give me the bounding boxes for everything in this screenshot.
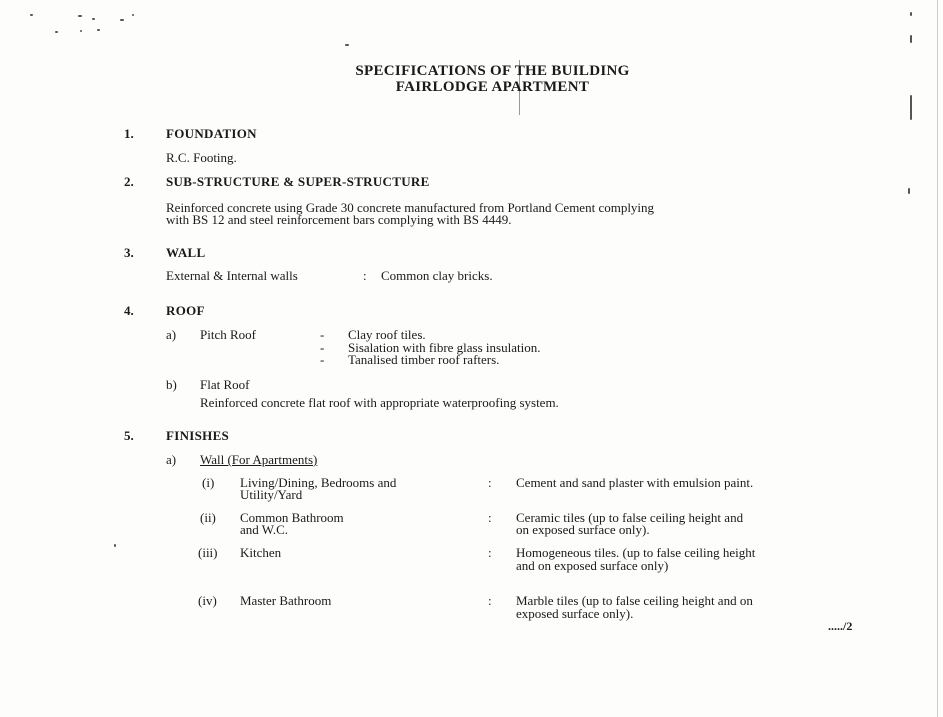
list-dash: - <box>320 340 325 355</box>
section-number: 5. <box>124 428 134 443</box>
finish-item-colon: : <box>488 593 492 608</box>
scan-speck <box>345 44 349 46</box>
pitch-roof-item: Sisalation with fibre glass insulation. <box>348 340 541 355</box>
finish-item-label: Living/Dining, Bedrooms and <box>240 475 397 490</box>
scan-speck <box>114 544 116 547</box>
wall-value: Common clay bricks. <box>381 268 493 283</box>
section-number: 1. <box>124 126 134 141</box>
wall-colon: : <box>363 268 367 283</box>
section-number: 3. <box>124 245 134 260</box>
flat-roof-label: Flat Roof <box>200 377 250 392</box>
scan-speck <box>910 95 912 120</box>
section-heading-finishes: FINISHES <box>166 428 230 443</box>
structure-text-line1: Reinforced concrete using Grade 30 concrete manufactured from Portland Cement complying <box>166 200 655 215</box>
section-number: 4. <box>124 303 134 318</box>
section-heading-roof: ROOF <box>166 303 205 318</box>
finish-item-label: and W.C. <box>240 522 289 537</box>
scan-speck <box>132 14 134 16</box>
scan-speck <box>908 188 910 194</box>
finish-item-label: Master Bathroom <box>240 593 332 608</box>
document-title-line1: SPECIFICATIONS OF THE BUILDING <box>355 63 630 79</box>
document-title-line2: FAIRLODGE APARTMENT <box>395 79 590 95</box>
list-dash: - <box>320 327 325 342</box>
section-heading-wall: WALL <box>166 245 206 260</box>
scan-speck <box>120 19 124 21</box>
flat-roof-text: Reinforced concrete flat roof with appropriate waterproofing system. <box>200 395 559 410</box>
wall-finishes-label: Wall (For Apartments) <box>200 452 318 467</box>
finish-item-colon: : <box>488 545 492 560</box>
finish-item-label: Utility/Yard <box>240 487 303 502</box>
pitch-roof-item: Tanalised timber roof rafters. <box>348 352 500 367</box>
scan-speck <box>80 30 82 32</box>
finish-item-marker: (iii) <box>198 545 218 560</box>
finish-item-colon: : <box>488 510 492 525</box>
scan-speck <box>910 35 912 43</box>
scan-edge <box>937 0 938 717</box>
structure-text-line2: with BS 12 and steel reinforcement bars complying with BS 4449. <box>166 212 512 227</box>
scan-speck <box>78 15 82 17</box>
scan-speck <box>30 14 33 16</box>
finish-item-colon: : <box>488 475 492 490</box>
page-continuation-marker: ...../2 <box>828 619 853 633</box>
pitch-roof-label: Pitch Roof <box>200 327 256 342</box>
scan-speck <box>92 18 95 20</box>
list-dash: - <box>320 352 325 367</box>
section-number: 2. <box>124 174 134 189</box>
section-heading-structure: SUB-STRUCTURE & SUPER-STRUCTURE <box>166 174 430 189</box>
scan-speck <box>55 31 58 33</box>
finish-item-value: exposed surface only). <box>516 606 634 621</box>
finish-item-marker: (ii) <box>200 510 216 525</box>
finish-item-value: Marble tiles (up to false ceiling height and on <box>516 593 753 608</box>
finish-item-label: Common Bathroom <box>240 510 344 525</box>
finish-item-marker: (iv) <box>198 593 217 608</box>
scan-speck <box>97 29 100 31</box>
finish-item-value: on exposed surface only). <box>516 522 650 537</box>
section-heading-foundation: FOUNDATION <box>166 126 257 141</box>
foundation-text: R.C. Footing. <box>166 150 237 165</box>
wall-finishes-marker: a) <box>166 452 177 467</box>
scan-speck <box>910 12 912 16</box>
flat-roof-marker: b) <box>166 377 177 392</box>
finish-item-marker: (i) <box>202 475 215 490</box>
pitch-roof-item: Clay roof tiles. <box>348 327 426 342</box>
pitch-roof-marker: a) <box>166 327 177 342</box>
wall-label: External & Internal walls <box>166 268 298 283</box>
finish-item-value: Ceramic tiles (up to false ceiling height and <box>516 510 744 525</box>
finish-item-value: Homogeneous tiles. (up to false ceiling height <box>516 545 756 560</box>
finish-item-label: Kitchen <box>240 545 282 560</box>
finish-item-value: and on exposed surface only) <box>516 558 669 573</box>
finish-item-value: Cement and sand plaster with emulsion paint. <box>516 475 754 490</box>
